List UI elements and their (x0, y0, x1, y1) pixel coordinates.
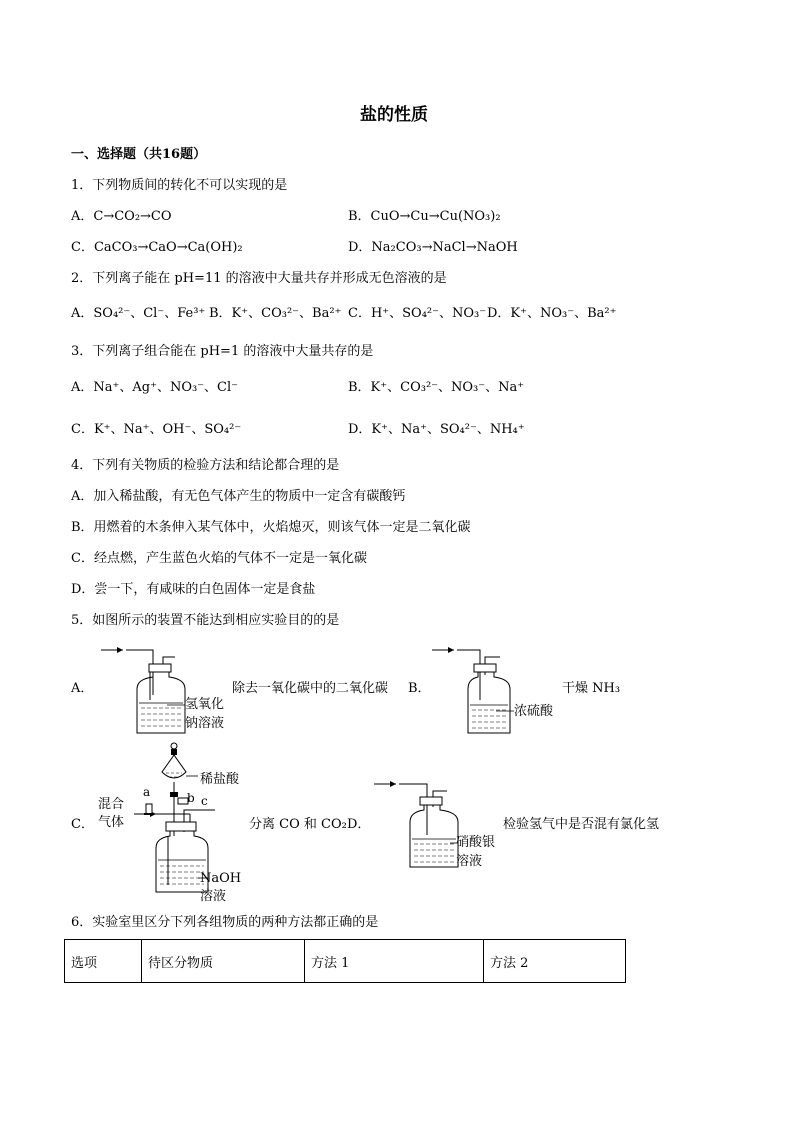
q5-c-naoh-line2: 溶液 (200, 889, 227, 904)
q5-option-a-letter[interactable]: A． (71, 681, 94, 696)
q4-option-d[interactable]: D．尝一下，有咸味的白色固体一定是食盐 (71, 582, 316, 597)
q5-c-label-b: b (187, 791, 195, 805)
q6-header-method1: 方法 1 (305, 940, 484, 983)
gas-washing-bottle-b (430, 645, 520, 740)
q5-d-label-line1: 硝酸银 (456, 835, 496, 850)
q5-c-naoh-line1: NaOH (200, 871, 242, 886)
q1-option-d[interactable]: D．Na₂CO₃→NaCl→NaOH (348, 240, 518, 255)
q5-a-label-line1: 氢氧化 (185, 697, 225, 712)
q1-option-c[interactable]: C．CaCO₃→CaO→Ca(OH)₂ (71, 240, 243, 255)
q5-c-mixed-gas-line1: 混合 (98, 797, 125, 812)
q5-option-c-letter[interactable]: C． (71, 817, 94, 832)
q3-option-a[interactable]: A．Na⁺、Ag⁺、NO₃⁻、Cl⁻ (71, 380, 239, 395)
q5-d-label-line2: 溶液 (456, 854, 483, 869)
q2-option-a[interactable]: A．SO₄²⁻、Cl⁻、Fe³⁺ (71, 306, 206, 321)
q5-c-purpose: 分离 CO 和 CO₂ (249, 817, 347, 832)
q2-option-b[interactable]: B．K⁺、CO₃²⁻、Ba²⁺ (209, 306, 342, 321)
gas-washing-bottle-a (95, 645, 195, 740)
q1-stem: 1．下列物质间的转化不可以实现的是 (71, 178, 288, 193)
q4-option-c[interactable]: C．经点燃，产生蓝色火焰的气体不一定是一氧化碳 (71, 551, 367, 566)
q6-header-substances: 待区分物质 (142, 940, 305, 983)
q2-stem: 2．下列离子能在 pH=11 的溶液中大量共存并形成无色溶液的是 (71, 271, 447, 286)
q6-stem: 6．实验室里区分下列各组物质的两种方法都正确的是 (71, 915, 379, 930)
q5-c-funnel-label: 稀盐酸 (200, 772, 240, 787)
q3-stem: 3．下列离子组合能在 pH=1 的溶液中大量共存的是 (71, 344, 374, 359)
q4-stem: 4．下列有关物质的检验方法和结论都合理的是 (71, 458, 340, 473)
q1-option-b[interactable]: B．CuO→Cu→Cu(NO₃)₂ (348, 209, 501, 224)
q3-option-d[interactable]: D．K⁺、Na⁺、SO₄²⁻、NH₄⁺ (348, 422, 525, 437)
q5-c-label-c: c (201, 794, 208, 808)
q5-stem: 5．如图所示的装置不能达到相应实验目的的是 (71, 613, 340, 628)
q5-option-d-letter[interactable]: D． (347, 817, 371, 832)
q6-table (64, 939, 626, 983)
q6-header-option: 选项 (65, 940, 142, 983)
q5-a-purpose: 除去一氧化碳中的二氧化碳 (232, 681, 389, 696)
q5-b-label: 浓硫酸 (514, 704, 554, 719)
q6-header-method2: 方法 2 (484, 940, 626, 983)
q5-option-b-letter[interactable]: B． (408, 681, 431, 696)
q5-b-purpose: 干燥 NH₃ (562, 681, 621, 696)
q3-option-c[interactable]: C．K⁺、Na⁺、OH⁻、SO₄²⁻ (71, 422, 242, 437)
q4-option-b[interactable]: B．用燃着的木条伸入某气体中，火焰熄灭，则该气体一定是二氧化碳 (71, 520, 471, 535)
q4-option-a[interactable]: A．加入稀盐酸，有无色气体产生的物质中一定含有碳酸钙 (71, 489, 406, 504)
q5-a-label-line2: 钠溶液 (185, 716, 225, 731)
section-heading: 一、选择题（共16题） (71, 147, 207, 162)
page-title: 盐的性质 (360, 105, 428, 125)
q1-option-a[interactable]: A．C→CO₂→CO (71, 209, 172, 224)
q2-option-d[interactable]: D．K⁺、NO₃⁻、Ba²⁺ (487, 306, 617, 321)
q5-d-purpose: 检验氢气中是否混有氯化氢 (503, 817, 660, 832)
q3-option-b[interactable]: B．K⁺、CO₃²⁻、NO₃⁻、Na⁺ (348, 380, 525, 395)
q2-option-c[interactable]: C．H⁺、SO₄²⁻、NO₃⁻ (348, 306, 487, 321)
q5-c-mixed-gas-line2: 气体 (98, 815, 125, 830)
q5-c-label-a: a (143, 785, 151, 799)
table-row (65, 940, 626, 983)
